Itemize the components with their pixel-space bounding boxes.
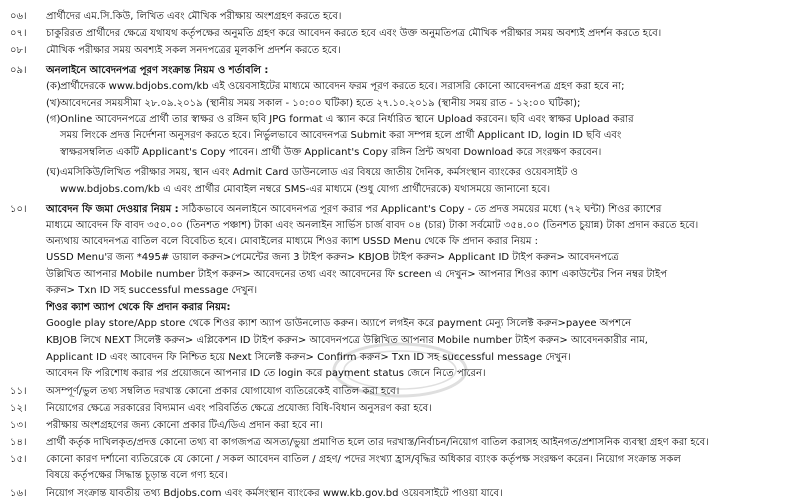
fee-text: সঠিকভাবে অনলাইনে আবেদনপত্র পূরণ করার পর Applicant's Copy - তে প্রদত্ত সময়ের মধ্যে (৭২ ঘন্টা) শিওর ক্যাশের: [178, 204, 662, 215]
sub-label: (গ): [46, 114, 61, 125]
sub-text: www.bdjobs.com/kb এ এবং প্রার্থীর মোবাইল নম্বরে SMS-এর মাধ্যমে (শুধু যোগ্য প্রার্থীদেরকে) যথাসময়ে জানানো হবে।: [60, 184, 551, 195]
ussd-instructions: উল্লিখিত আপনার Mobile number টাইপ করুন> আবেদনের তথ্য এবং আবেদনের ফি screen এ দেখুন> আপনার শিওর ক্যাশ একাউন্টের পিন নম্বর টাইপ: [46, 269, 668, 280]
fee-heading: আবেদন ফি জমা দেওয়ার নিয়ম :: [46, 204, 179, 215]
clause-number: ০৭।: [10, 28, 27, 39]
clause-number: ১৩।: [10, 420, 27, 431]
app-instructions: Google play store/App store থেকে শিওর ক্যাশ অ্যাপ ডাউনলোড করুন। অ্যাপে লগইন করে payment মেন্যু সিলেক্ট করুন>payee অপশনে: [46, 318, 632, 329]
clause-number: ১৪।: [10, 437, 27, 448]
clause-number: ০৬।: [10, 11, 27, 22]
clause-text: বিষয়ে কর্তৃপক্ষের সিদ্ধান্ত চূড়ান্ত বলে গণ্য হবে।: [46, 470, 228, 481]
clause-number: ১৫।: [10, 454, 27, 465]
clause-number: ১৬।: [10, 488, 27, 499]
clause-text: মৌখিক পরীক্ষার সময় অবশ্যই সকল সনদপত্রের মূলকপি প্রদর্শন করতে হবে।: [46, 45, 341, 56]
clause-text: নিয়োগের ক্ষেত্রে সরকারের বিদ্যমান এবং পরিবর্তিত ক্ষেত্রে প্রযোজ্য বিধি-বিধান অনুসরণ করা হবে।: [46, 403, 432, 414]
sub-text: আবেদনের সময়সীমা ২৮.০৯.২০১৯ (স্থানীয় সময় সকাল - ১০:০০ ঘটিকা) হতে ২৭.১০.২০১৯ (স্থানীয় সময় রাত - ১২:০০ ঘটিকা);: [60, 98, 581, 109]
clause-number: ০৮।: [10, 45, 27, 56]
sub-label: (ক): [46, 81, 61, 92]
app-instructions-heading: শিওর ক্যাশ অ্যাপ থেকে ফি প্রদান করার নিয়ম:: [46, 302, 231, 313]
clause-heading: অনলাইনে আবেদনপত্র পূরণ সংক্রান্ত নিয়ম ও শর্তাবলি :: [46, 65, 269, 76]
fee-text: অন্যথায় আবেদনপত্র বাতিল বলে বিবেচিত হবে। মোবাইলের মাধ্যমে শিওর ক্যাশ USSD Menu থেকে ফি প্রদান করার নিয়ম :: [46, 236, 538, 247]
sub-label: (ঘ): [46, 167, 60, 178]
sub-text: প্রার্থীদেরকে www.bdjobs.com/kb এই ওয়েবসাইটের মাধ্যমে আবেদন ফরম পূরণ করতে হবে। সরাসরি কোনো আবেদনপত্র গ্রহণ করা হবে না;: [60, 81, 625, 92]
sub-label: (খ): [46, 98, 61, 109]
sub-text: এমসিকিউ/লিখিত পরীক্ষার সময়, স্থান এবং Admit Card ডাউনলোড এর বিষয়ে জাতীয় দৈনিক, কর্মসংস্থান ব্যাংকের ওয়েবসাইট ও: [60, 167, 578, 178]
clause-text: কোনো কারণ দর্শানো ব্যতিরেকে যে কোনো / সকল আবেদন বাতিল / গ্রহণ/ পদের সংখ্যা হ্রাস/বৃদ্ধির অধিকার ব্যাংক কর্তৃপক্ষ সংরক্ষণ করেন। নিয়োগ সংক্রান্ত সকল: [46, 454, 681, 465]
fee-text: মাধ্যমে আবেদন ফি বাবদ ৩৫০.০০ (তিনশত পঞ্চাশ) টাকা এবং অনলাইন সার্ভিস চার্জ বাবদ ০৪ (চার) টাকা সর্বমোট ৩৫৪.০০ (তিনশত চুয়ান্ন) টাকা প্রদান করতে হবে।: [46, 220, 699, 231]
clause-text: অসম্পূর্ণ/ভুল তথ্য সম্বলিত দরখাস্ত কোনো প্রকার যোগাযোগ ব্যতিরেকেই বাতিল করা হবে।: [46, 386, 400, 397]
app-instructions: আবেদন ফি পরিশোধ করার পর প্রয়োজনে আপনার ID তে login করে payment status জেনে নিতে পারেন।: [46, 368, 486, 379]
clause-text: পরীক্ষায় অংশগ্রহণের জন্য কোনো প্রকার টিএ/ডিএ প্রদান করা হবে না।: [46, 420, 323, 431]
sub-text: Online আবেদনপত্রে প্রার্থী তার স্বাক্ষর ও রঙ্গিন ছবি JPG format এ স্ক্যান করে নির্ধারিত স্থানে Upload করবেন। ছবি এবং স্বাক্ষর Upload করার: [60, 114, 634, 125]
ussd-instructions: করুন> Txn ID সহ successful message দেখুন।: [46, 285, 258, 296]
clause-text: নিয়োগ সংক্রান্ত যাবতীয় তথ্য Bdjobs.com এবং কর্মসংস্থান ব্যাংকের www.kb.gov.bd ওয়েবসাইটে পাওয়া যাবে।: [46, 488, 503, 499]
clause-number: ০৯।: [10, 65, 27, 76]
clause-text: প্রার্থী কর্তৃক দাখিলকৃত/প্রদত্ত কোনো তথ্য বা কাগজপত্র অসত্য/ভুয়া প্রমাণিত হলে তার দরখাস্ত/নির্বাচন/নিয়োগ বাতিল করাসহ আইনগত/প্রশাসনিক ব্যবস্থা গ্রহণ করা হবে।: [46, 437, 709, 448]
clause-text: চাকুরিরত প্রার্থীদের ক্ষেত্রে যথাযথ কর্তৃপক্ষের অনুমতি গ্রহণ করে আবেদন করতে হবে এবং উক্ত অনুমতিপত্র মৌখিক পরীক্ষার সময় অবশ্যই প্রদর্শন করতে হবে।: [46, 28, 662, 39]
app-instructions: KBJOB লিখে NEXT সিলেক্ট করুন> এপ্লিকেশন ID টাইপ করুন> আবেদনপত্রে উল্লিখিত আপনার Mobile number টাইপ করুন> আবেদনকারীর নাম,: [46, 335, 648, 346]
clause-text: প্রার্থীদের এম.সি.কিউ, লিখিত এবং মৌখিক পরীক্ষায় অংশগ্রহণ করতে হবে।: [46, 11, 342, 22]
sub-text: সময় লিংকে প্রদত্ত নির্দেশনা অনুসরণ করতে হবে। নির্ভুলভাবে আবেদনপত্র Submit করা সম্পন্ন হলে প্রার্থী Applicant ID, login ID ছবি এবং: [60, 130, 622, 141]
clause-number: ১২।: [10, 403, 27, 414]
sub-text: স্বাক্ষরসম্বলিত একটি Applicant's Copy পাবেন। প্রার্থী উক্ত Applicant's Copy রঙ্গিন প্রিন্ট অথবা Download করে সংরক্ষণ করবেন।: [60, 147, 602, 158]
clause-number: ১১।: [10, 386, 27, 397]
clause-number: ১০।: [10, 204, 27, 215]
ussd-instructions: USSD Menu'র জন্য *495# ডায়াল করুন>পেমেন্টের জন্য 3 টাইপ করুন> KBJOB টাইপ করুন> Applicant ID টাইপ করুন> আবেদনপত্রে: [46, 252, 619, 263]
app-instructions: Applicant ID এবং আবেদন ফি নিশ্চিত হয়ে Next সিলেক্ট করুন> Confirm করুন> Txn ID সহ successful message দেখুন।: [46, 352, 571, 363]
